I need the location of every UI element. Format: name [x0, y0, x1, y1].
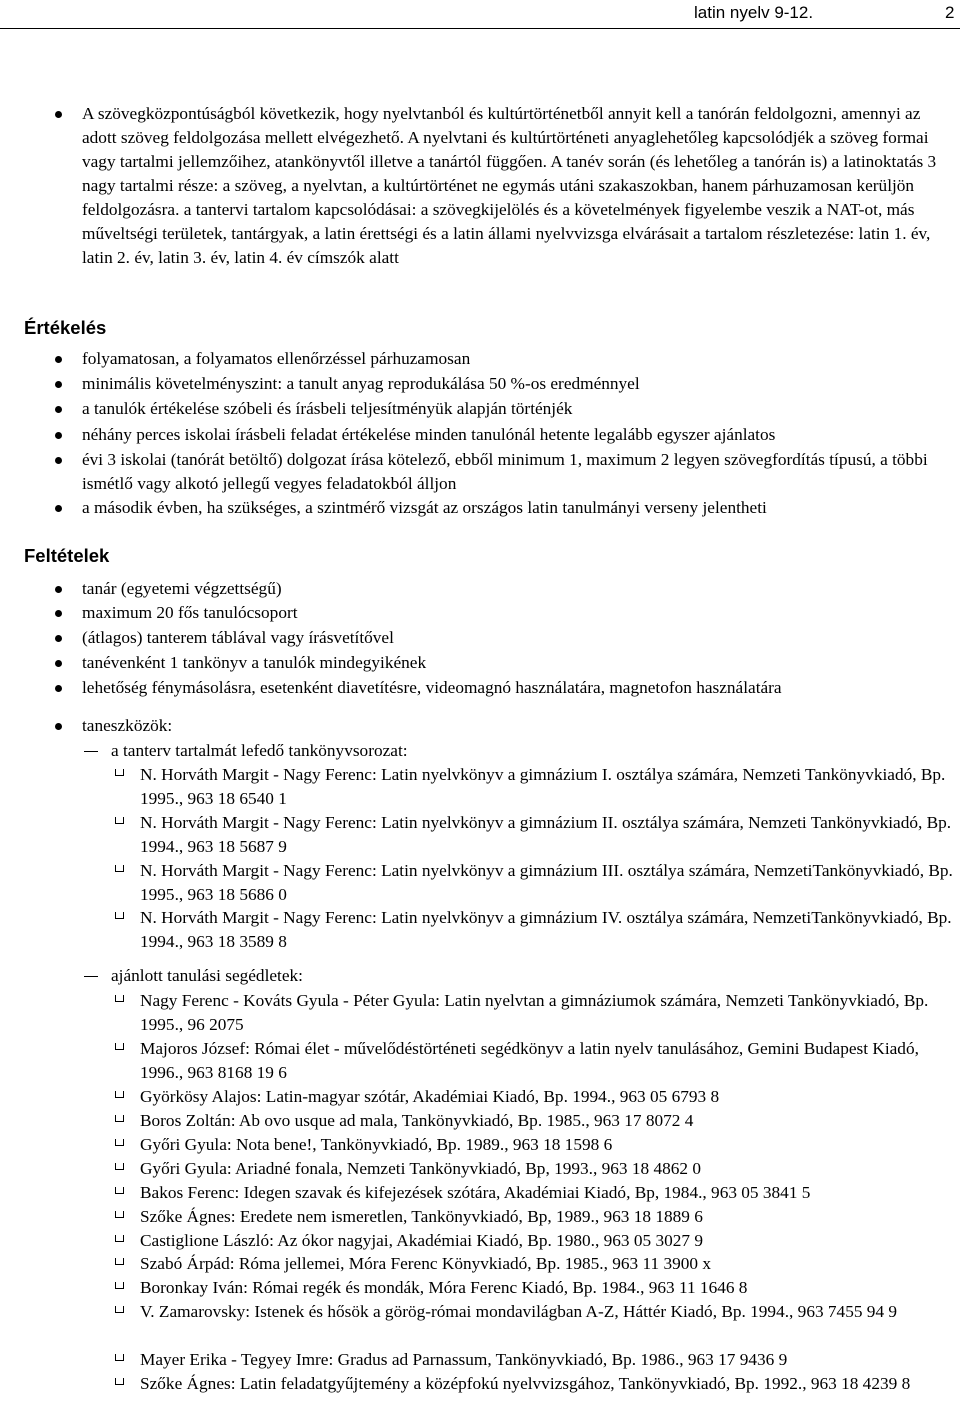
square-bullet-icon: [115, 995, 124, 1002]
bullet-icon: [55, 457, 62, 464]
square-bullet-icon: [115, 769, 124, 776]
bullet-icon: [55, 635, 62, 642]
list-item: Szőke Ágnes: Eredete nem ismeretlen, Tankönyvkiadó, Bp, 1989., 963 18 1889 6: [140, 1205, 955, 1229]
square-bullet-icon: [115, 1115, 124, 1122]
square-bullet-icon: [115, 1139, 124, 1146]
header-rule: [0, 28, 960, 29]
list-item: N. Horváth Margit - Nagy Ferenc: Latin nyelvkönyv a gimnázium IV. osztálya számára, NemzetiTankönyvkiadó, Bp. 1994., 963 18 3589 8: [140, 906, 955, 954]
list-item: Boronkay Iván: Római regék és mondák, Móra Ferenc Kiadó, Bp. 1984., 963 11 1646 8: [140, 1276, 955, 1300]
list-item: tanévenként 1 tankönyv a tanulók mindegyikének: [82, 651, 954, 675]
list-item: Mayer Erika - Tegyey Imre: Gradus ad Parnassum, Tankönyvkiadó, Bp. 1986., 963 17 9436 9: [140, 1348, 955, 1372]
list-item: Bakos Ferenc: Idegen szavak és kifejezések szótára, Akadémiai Kiadó, Bp, 1984., 963 05 3841 5: [140, 1181, 955, 1205]
sublist-heading-tankonyvsorozat: a tanterv tartalmát lefedő tankönyvsorozat:: [111, 739, 408, 763]
bullet-icon: [55, 685, 62, 692]
square-bullet-icon: [115, 1306, 124, 1313]
list-item: N. Horváth Margit - Nagy Ferenc: Latin nyelvkönyv a gimnázium II. osztálya számára, Nemzeti Tankönyvkiadó, Bp. 1994., 963 18 5687 9: [140, 811, 955, 859]
bullet-icon: [55, 586, 62, 593]
list-item-taneszkozok: taneszközök:: [82, 714, 954, 738]
list-item: folyamatosan, a folyamatos ellenőrzéssel párhuzamosan: [82, 347, 954, 371]
page-number: 2: [945, 3, 955, 22]
list-item: N. Horváth Margit - Nagy Ferenc: Latin nyelvkönyv a gimnázium III. osztálya számára, NemzetiTankönyvkiadó, Bp. 1995., 963 18 5686 0: [140, 859, 955, 907]
list-item: Majoros József: Római élet - művelődéstörténeti segédkönyv a latin nyelv tanulásához, Gemini Budapest Kiadó, 1996., 963 8168 19 6: [140, 1037, 955, 1085]
bullet-icon: [55, 111, 62, 118]
list-item: tanár (egyetemi végzettségű): [82, 577, 954, 601]
square-bullet-icon: [115, 912, 124, 919]
dash-icon: [84, 976, 98, 977]
list-item: Nagy Ferenc - Kováts Gyula - Péter Gyula: Latin nyelvtan a gimnáziumok számára, Nemzeti Tankönyvkiadó, Bp. 1995., 96 2075: [140, 989, 955, 1037]
bullet-icon: [55, 356, 62, 363]
list-item: Győri Gyula: Nota bene!, Tankönyvkiadó, Bp. 1989., 963 18 1598 6: [140, 1133, 955, 1157]
list-item: (átlagos) tanterem táblával vagy írásvetítővel: [82, 626, 954, 650]
square-bullet-icon: [115, 1043, 124, 1050]
bullet-icon: [55, 406, 62, 413]
list-item: Castiglione László: Az ókor nagyjai, Akadémiai Kiadó, Bp. 1980., 963 05 3027 9: [140, 1229, 955, 1253]
square-bullet-icon: [115, 1235, 124, 1242]
square-bullet-icon: [115, 1163, 124, 1170]
list-item: a tanulók értékelése szóbeli és írásbeli teljesítményük alapján történjék: [82, 397, 954, 421]
square-bullet-icon: [115, 817, 124, 824]
list-item: maximum 20 fős tanulócsoport: [82, 601, 954, 625]
bullet-icon: [55, 610, 62, 617]
list-item: V. Zamarovsky: Istenek és hősök a görög-római mondavilágban A-Z, Háttér Kiadó, Bp. 1994., 963 7455 94 9: [140, 1300, 955, 1324]
list-item: néhány perces iskolai írásbeli feladat értékelése minden tanulónál hetente legalább egyszer ajánlatos: [82, 423, 954, 447]
list-item: minimális követelményszint: a tanult anyag reprodukálása 50 %-os eredménnyel: [82, 372, 954, 396]
section-heading-ertekeles: Értékelés: [24, 317, 107, 338]
bullet-icon: [55, 660, 62, 667]
list-item: lehetőség fénymásolásra, esetenként diavetítésre, videomagnó használatára, magnetofon használatára: [82, 676, 954, 700]
list-item: N. Horváth Margit - Nagy Ferenc: Latin nyelvkönyv a gimnázium I. osztálya számára, Nemzeti Tankönyvkiadó, Bp. 1995., 963 18 6540 1: [140, 763, 955, 811]
list-item: Szabó Árpád: Róma jellemei, Móra Ferenc Könyvkiadó, Bp. 1985., 963 11 3900 x: [140, 1252, 955, 1276]
intro-paragraph: [82, 102, 954, 270]
section-heading-feltetelek: Feltételek: [24, 545, 110, 566]
square-bullet-icon: [115, 1354, 124, 1361]
square-bullet-icon: [115, 1091, 124, 1098]
list-item: évi 3 iskolai (tanórát betöltő) dolgozat írása kötelező, ebből minimum 1, maximum 2 legyen szövegfordítás típusú, a többi ismétlő vagy alkotó jellegű vegyes feladatokból álljon: [82, 448, 954, 496]
square-bullet-icon: [115, 865, 124, 872]
list-item: Györkösy Alajos: Latin-magyar szótár, Akadémiai Kiadó, Bp. 1994., 963 05 6793 8: [140, 1085, 955, 1109]
square-bullet-icon: [115, 1187, 124, 1194]
bullet-icon: [55, 505, 62, 512]
square-bullet-icon: [115, 1378, 124, 1385]
dash-icon: [84, 751, 98, 752]
list-item: Győri Gyula: Ariadné fonala, Nemzeti Tankönyvkiadó, Bp, 1993., 963 18 4862 0: [140, 1157, 955, 1181]
list-item: Szőke Ágnes: Latin feladatgyűjtemény a középfokú nyelvvizsgához, Tankönyvkiadó, Bp. 1992., 963 18 4239 8: [140, 1372, 955, 1396]
intro-text: A szövegközpontúságból következik, hogy nyelvtanból és kultúrtörténetből annyit kell a tanórán feldolgozni, amennyi az adott szöveg feldolgozása mellett elvégezhető. A nyelvtani és kultúrtörténeti anyaglehetőleg kapcsolódjék a szöveg formai vagy tartalmi jellemzőihez, atankönyvtől illetve a tanártól függően. A tanév során (és lehetőleg a tanórán is) a latinoktatás 3 nagy tartalmi része: a szöveg, a nyelvtan, a kultúrtörténet ne egymás utáni szakaszokban, hanem párhuzamosan kerüljön feldolgozásra. a tantervi tartalom kapcsolódásai: a szövegkijelölés és a követelmények figyelembe veszik a NAT-ot, más műveltségi területek, tantárgyak, a latin érettségi és a latin állami nyelvvizsga elvárásait a tartalom részletezése: latin 1. év, latin 2. év, latin 3. év, latin 4. év címszók alatt: [82, 104, 937, 267]
list-item: a második évben, ha szükséges, a szintmérő vizsgát az országos latin tanulmányi verseny jelentheti: [82, 496, 954, 520]
page-header: [0, 0, 960, 26]
square-bullet-icon: [115, 1211, 124, 1218]
list-item: Boros Zoltán: Ab ovo usque ad mala, Tankönyvkiadó, Bp. 1985., 963 17 8072 4: [140, 1109, 955, 1133]
bullet-icon: [55, 381, 62, 388]
bullet-icon: [55, 723, 62, 730]
bullet-icon: [55, 432, 62, 439]
square-bullet-icon: [115, 1282, 124, 1289]
sublist-heading-segedletek: ajánlott tanulási segédletek:: [111, 964, 303, 988]
course-title: latin nyelv 9-12.: [694, 3, 814, 22]
square-bullet-icon: [115, 1258, 124, 1265]
